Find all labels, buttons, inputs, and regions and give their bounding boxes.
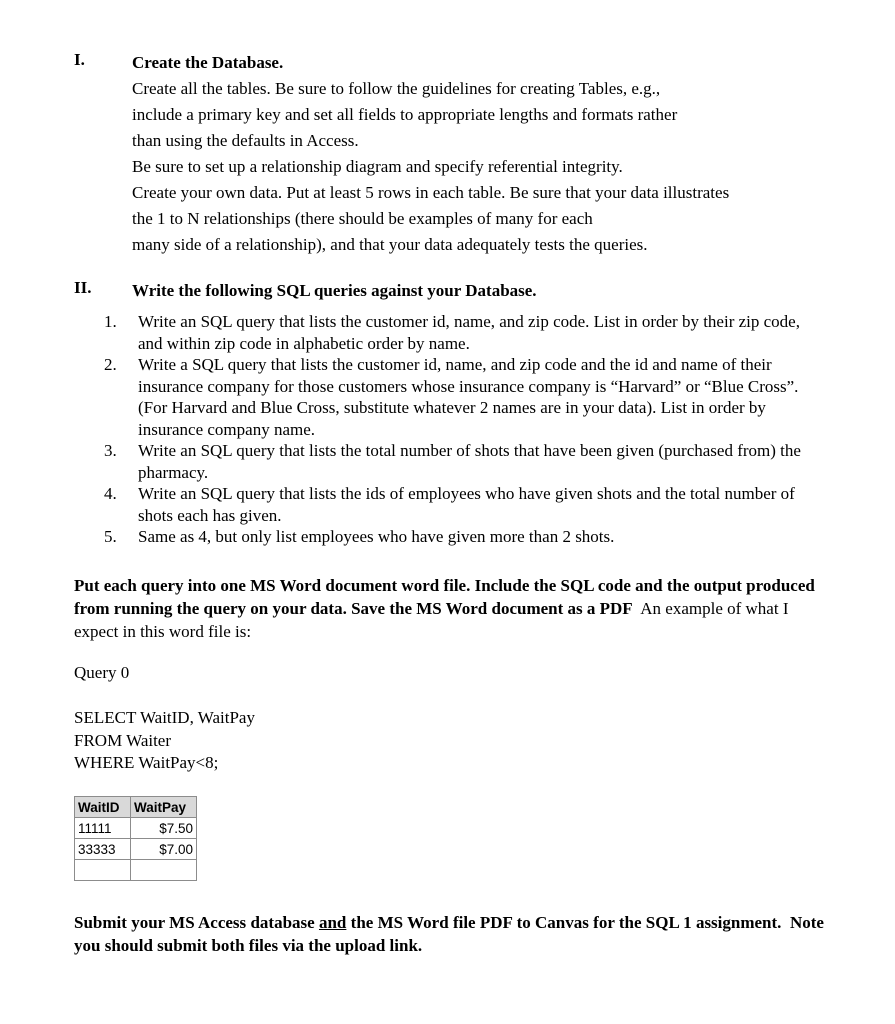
query-number: 1. [104, 312, 117, 331]
query-text: Write an SQL query that lists the customer id, name, and zip code. List in order by their zip code, and within zip code in alphabetic order by name. [138, 312, 800, 353]
result-table [74, 796, 197, 881]
section-1-line: than using the defaults in Access. [132, 131, 359, 150]
section-1 [132, 50, 832, 258]
submit-paragraph [74, 911, 829, 957]
section-2-numeral: II. [74, 278, 92, 297]
section-2-heading: Write the following SQL queries against your Database. [132, 281, 537, 300]
query-number: 3. [104, 441, 117, 460]
query-text: Write an SQL query that lists the ids of employees who have given shots and the total number of shots each has given. [138, 484, 795, 525]
section-1-line: include a primary key and set all fields to appropriate lengths and formats rather [132, 105, 678, 124]
instructions-normal: An example of what I expect in this word file is: [74, 599, 793, 641]
query-list [104, 311, 824, 548]
query-number: 2. [104, 355, 117, 374]
sql-line: SELECT WaitID, WaitPay [74, 708, 255, 727]
column-header: WaitID [75, 797, 131, 818]
sql-line: WHERE WaitPay<8; [74, 753, 219, 772]
table-row [75, 839, 197, 860]
query-item-2 [104, 354, 824, 440]
table-cell [75, 860, 131, 881]
section-1-line: Create all the tables. Be sure to follow the guidelines for creating Tables, e.g., [132, 79, 661, 98]
table-cell: 33333 [75, 839, 131, 860]
table-cell: 11111 [75, 818, 131, 839]
instructions-bold: Put each query into one MS Word document word file. Include the SQL code and the output produced from running the query on your data. Save the MS Word document as a PDF [74, 576, 815, 618]
table-row [75, 860, 197, 881]
column-header: WaitPay [131, 797, 197, 818]
query-item-1 [104, 311, 824, 354]
submit-text-1: Submit your MS Access database [74, 913, 319, 932]
submit-text-2: the MS Word file PDF to Canvas for the SQL 1 assignment. Note you should submit both files via the upload link. [74, 913, 829, 955]
query-number: 5. [104, 527, 117, 546]
query-item-3 [104, 440, 824, 483]
query-label: Query 0 [74, 663, 130, 682]
query-item-5 [104, 526, 824, 548]
instructions-paragraph [74, 574, 824, 643]
table-header-row [75, 797, 197, 818]
section-1-line: Create your own data. Put at least 5 rows in each table. Be sure that your data illustrates [132, 183, 730, 202]
query-item-4 [104, 483, 824, 526]
query-text: Write an SQL query that lists the total number of shots that have been given (purchased from) the pharmacy. [138, 441, 801, 482]
section-1-line: the 1 to N relationships (there should be examples of many for each [132, 209, 593, 228]
table-cell: $7.50 [131, 818, 197, 839]
section-1-numeral: I. [74, 50, 85, 69]
section-1-line: Be sure to set up a relationship diagram and specify referential integrity. [132, 157, 623, 176]
query-text: Same as 4, but only list employees who have given more than 2 shots. [138, 527, 615, 546]
section-1-heading: Create the Database. [132, 53, 284, 72]
table-cell: $7.00 [131, 839, 197, 860]
table-cell [131, 860, 197, 881]
section-1-line: many side of a relationship), and that your data adequately tests the queries. [132, 235, 648, 254]
query-number: 4. [104, 484, 117, 503]
sql-line: FROM Waiter [74, 730, 172, 750]
query-text: Write a SQL query that lists the customer id, name, and zip code and the id and name of their insurance company for those customers whose insurance company is “Harvard” or “Blue Cross”. (For Harvard and Blue Cross, substitute whatever 2 names are in your data). List in order by insurance company name. [138, 355, 799, 439]
table-row [75, 818, 197, 839]
sql-code [74, 707, 255, 775]
submit-underlined: and [318, 913, 347, 932]
